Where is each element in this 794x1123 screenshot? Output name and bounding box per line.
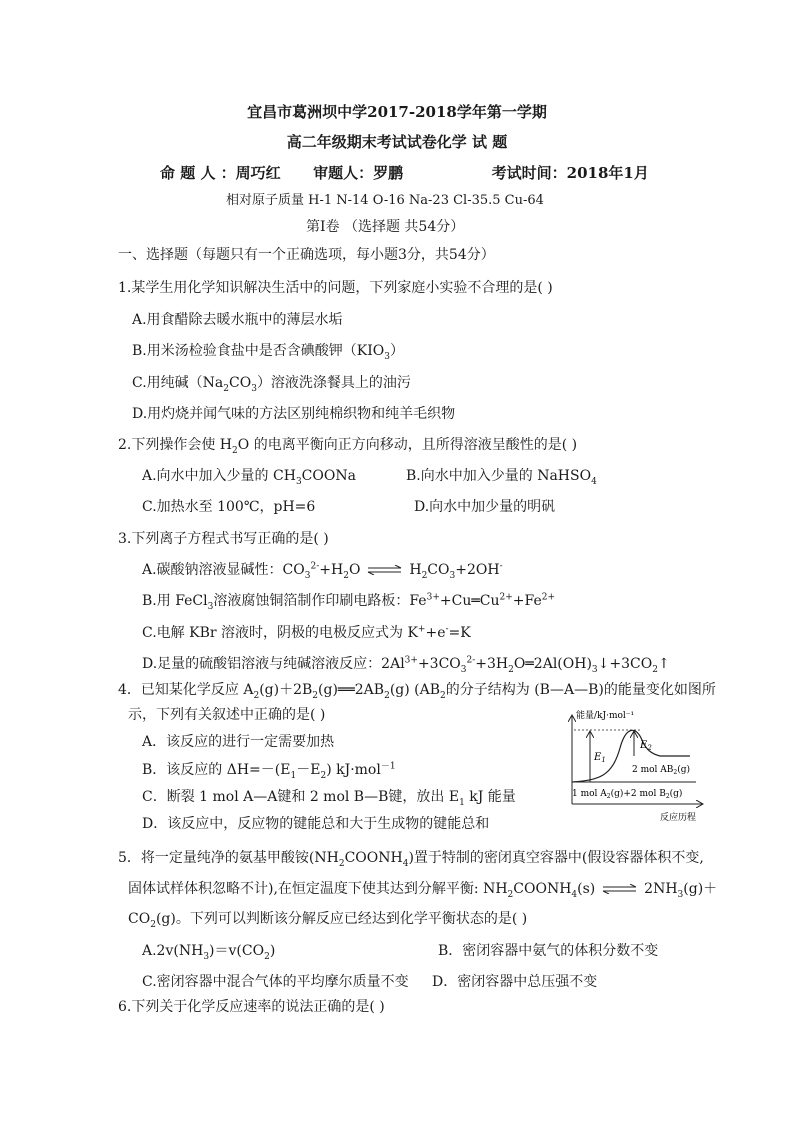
q3-option-d: D.足量的硫酸铝溶液与纯碱溶液反应：$2Al^{3+}+3CO_3^{2-}+3H_2O═2Al(OH)_3↓+3CO_2↑$ bbox=[142, 655, 670, 675]
q5-option-b: B．密闭容器中氨气的体积分数不变 bbox=[438, 943, 659, 959]
atomic-masses: 相对原子质量 H-1 N-14 O-16 Na-23 Cl-35.5 Cu-64 bbox=[226, 193, 544, 208]
q5-line1: 5．将一定量纯净的氨基甲酸铵$(NH_2COONH_4)$置于特制的密闭真空容器中(假设容器体积不变, bbox=[118, 850, 704, 869]
q1-stem: 1.某学生用化学知识解决生活中的问题，下列家庭小实验不合理的是( ) bbox=[118, 280, 553, 296]
reversible-arrow-icon bbox=[367, 565, 403, 575]
product-label: 2 mol $AB_2(g)$ bbox=[632, 765, 691, 776]
q5-line2: 固体试样体积忽略不计),在恒定温度下使其达到分解平衡: $NH_2COONH_4(s)$ $2NH_3(g)+$ bbox=[128, 881, 718, 900]
q1-option-d: D.用灼烧并闻气味的方法区别纯棉织物和纯羊毛织物 bbox=[132, 406, 456, 422]
q1-option-a: A.用食醋除去暖水瓶中的薄层水垢 bbox=[132, 312, 343, 328]
reactant-label: 1 mol $A_2(g)+2$ mol $B_2(g)$ bbox=[572, 789, 683, 800]
q4-option-b: B．该反应的 $\Delta H=-(E_1-E_2)$ kJ·mol$^{-1}$ bbox=[142, 761, 396, 781]
q2-option-a: A.向水中加入少量的 $CH_3COONa$ bbox=[142, 468, 356, 487]
exam-title: 高二年级期末考试试卷化学 试 题 bbox=[286, 133, 508, 151]
energy-diagram bbox=[560, 708, 710, 828]
q4-stem-line2: 示，下列有关叙述中正确的是( ) bbox=[128, 707, 326, 723]
q2-stem: 2.下列操作会使 $H_2O$ 的电离平衡向正方向移动，且所得溶液呈酸性的是( ) bbox=[118, 437, 578, 456]
setter-label: 命 题 人 ： bbox=[160, 164, 236, 182]
section1-heading: 一、选择题（每题只有一个正确选项，每小题3分，共54分） bbox=[118, 247, 495, 263]
q2-option-b: B.向水中加入少量的 NaHSO$_4$ bbox=[406, 468, 597, 487]
q2-option-c: C.加热水至 100℃，pH=6 bbox=[142, 499, 316, 515]
q1-option-b: B.用米汤检验食盐中是否含碘酸钾$(KIO_3)$ bbox=[132, 343, 404, 362]
x-axis-label: 反应历程 bbox=[660, 813, 697, 823]
q5-option-d: D．密闭容器中总压强不变 bbox=[432, 974, 598, 990]
q4-option-d: D．该反应中，反应物的键能总和大于生成物的键能总和 bbox=[142, 816, 490, 832]
time-label: 考试时间： bbox=[491, 164, 567, 182]
school-title: 宜昌市葛洲坝中学2017-2018学年第一学期 bbox=[247, 103, 547, 121]
section-title: 第Ⅰ卷 （选择题 共54分） bbox=[306, 219, 465, 235]
reviewer-name: 罗鹏 bbox=[373, 164, 404, 182]
reviewer-label: 审题人： bbox=[313, 164, 374, 182]
e1-label: $E_1$ bbox=[594, 752, 606, 764]
q5-line3: $CO_2(g)$。下列可以判断该分解反应已经达到化学平衡状态的是( ) bbox=[128, 911, 528, 930]
q3-option-a: A.碳酸钠溶液显碱性：$CO_3^{2-}+H_2O$ $H_2CO_3+2OH^-$ bbox=[142, 561, 503, 581]
reversible-arrow-icon bbox=[602, 884, 638, 894]
q5-option-c: C.密闭容器中混合气体的平均摩尔质量不变 bbox=[142, 974, 409, 990]
q6-stem: 6.下列关于化学反应速率的说法正确的是( ) bbox=[118, 999, 385, 1015]
time-value: 2018年1月 bbox=[566, 164, 649, 182]
q2-option-d: D.向水中加少量的明矾 bbox=[414, 499, 556, 515]
q1-option-c: C.用纯碱$(Na_2CO_3)$溶液洗涤餐具上的油污 bbox=[132, 375, 411, 394]
q3-option-b: B.用 FeCl$_3$溶液腐蚀铜箔制作印刷电路板：$Fe^{3+}+Cu═Cu^{2+}+Fe^{2+}$ bbox=[142, 592, 556, 612]
q5-option-a: $A.2v(NH_3)=v(CO_2)$ bbox=[142, 943, 276, 962]
q4-option-c: C．断裂 1 mol A—A键和 2 mol B—B键，放出 $E_1$ kJ 能量 bbox=[142, 789, 516, 808]
q4-option-a: A．该反应的进行一定需要加热 bbox=[142, 734, 335, 750]
q3-option-c: C.电解 KBr 溶液时，阴极的电极反应式为 K++e-=K bbox=[142, 624, 471, 641]
q4-stem-line1: 4．已知某化学反应 $A_2(g)+2B_2(g)══2AB_2(g)$ ($AB_2$的分子结构为 (B—A—B)的能量变化如图所 bbox=[118, 682, 716, 701]
e2-label: $E_2$ bbox=[640, 740, 652, 752]
y-axis-label: 能量/kJ·mol⁻¹ bbox=[576, 711, 635, 721]
q3-stem: 3.下列离子方程式书写正确的是( ) bbox=[118, 531, 329, 547]
exam-staff-line bbox=[160, 164, 649, 182]
setter-name: 周巧红 bbox=[235, 164, 281, 182]
